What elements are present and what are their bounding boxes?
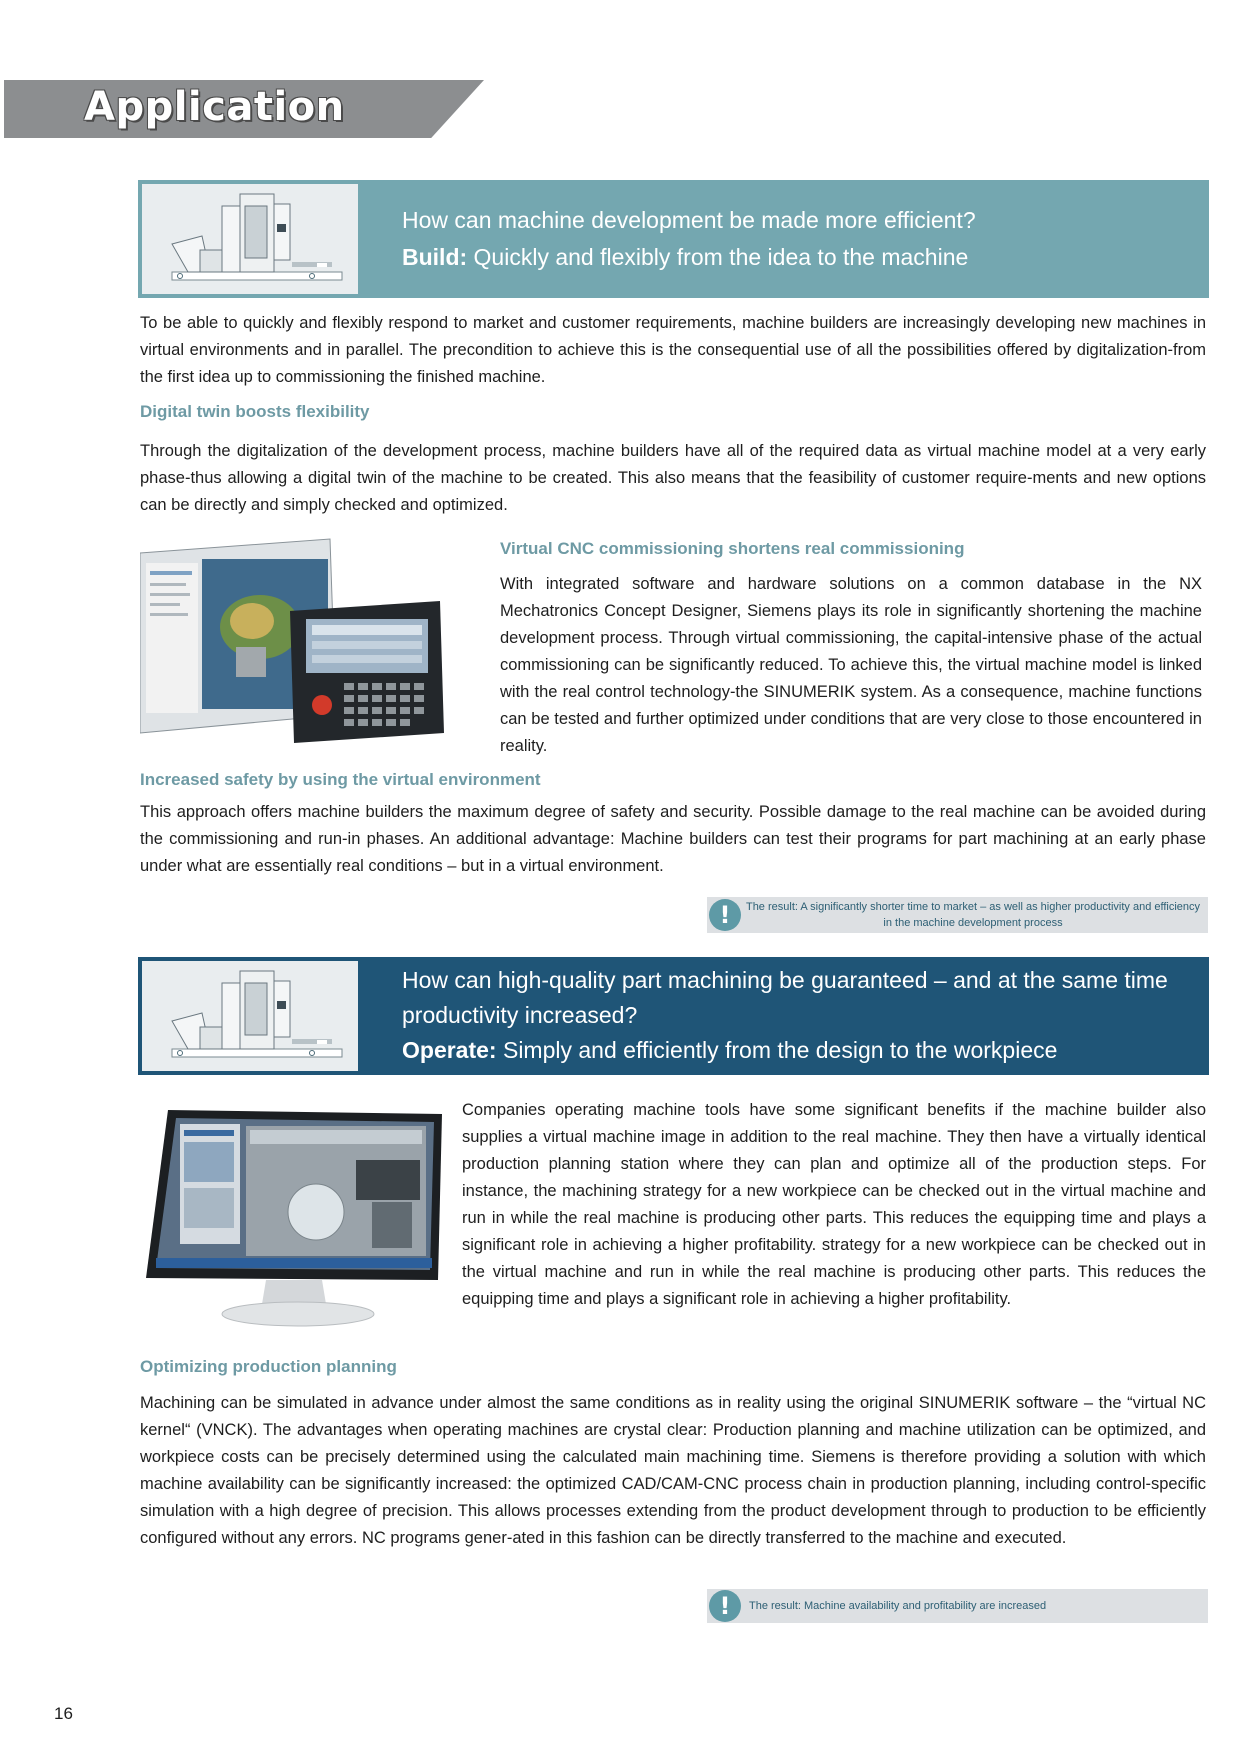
machine-tool-icon	[142, 961, 358, 1071]
subhead-planning: Optimizing production planning	[140, 1357, 397, 1376]
monitor-photo	[146, 1108, 446, 1332]
page-title: Application	[84, 84, 345, 130]
result-line-1: The result: A significantly shorter time to market – as well as higher productivity and efficiency	[745, 901, 1201, 913]
section-banner-operate	[138, 957, 1209, 1075]
cnc-control-photo	[140, 537, 478, 749]
result-box-2	[707, 1589, 1208, 1623]
section1-intro: To be able to quickly and flexibly respond to market and customer requirements, machine builders are increasingly developing new machines in virtual environments and in parallel. The precondition to achieve this is the consequential use of all the possibilities offered by digitalization-from the first idea up to commissioning the finished machine.	[140, 314, 1206, 386]
page-number: 16	[54, 1704, 73, 1723]
planning-text: Machining can be simulated in advance under almost the same conditions as in reality using the original SINUMERIK software – the “virtual NC kernel“ (VNCK). The advantages when operating machines are crystal clear: Production planning and machine utilization can be optimized, and workpiece costs can be precisely determined using the calculated main machining time. Siemens is therefore providing a solution with which machine availability can be significantly increased: the optimized CAD/CAM-CNC process chain in production planning, including control-specific simulation with a high degree of precision. This allows processes extending from the product development through to production to be efficiently configured without any errors. NC programs gener-ated in this fashion can be directly transferred to the machine and executed.	[140, 1394, 1206, 1547]
banner-question: How can high-quality part machining be guaranteed – and at the same time productivity increased?	[402, 967, 1168, 1028]
safety-text: This approach offers machine builders the maximum degree of safety and security. Possible damage to the real machine can be avoided during the commissioning and run-in phases. An additional advantage: Machine builders can test their programs for part machining at an early phase under what are essentially real conditions – but in a virtual environment.	[140, 803, 1206, 875]
subhead-safety: Increased safety by using the virtual environment	[140, 770, 541, 789]
section-banner-build	[138, 180, 1209, 298]
result-text-2: The result: Machine availability and profitability are increased	[749, 1600, 1047, 1612]
machine-illustration	[142, 961, 358, 1071]
banner-keyword: Build:	[402, 244, 468, 270]
banner-question: How can machine development be made more efficient?	[402, 207, 976, 233]
result-text-1	[741, 899, 1205, 931]
banner-answer-text: Simply and efficiently from the design to the workpiece	[502, 1037, 1058, 1063]
banner-keyword: Operate:	[402, 1037, 497, 1063]
section2-intro: Companies operating machine tools have some significant benefits if the machine builder also supplies a virtual machine image in addition to the real machine. They then have a virtually identical production planning station where they can plan and optimize all of the production steps. For instance, the machining strategy for a new workpiece can be checked out in the virtual machine and run in while the real machine is producing other parts. This reduces the equipping time and plays a significant role in achieving a higher profitability. strategy for a new workpiece can be checked out in the virtual machine and run in while the real machine is producing other parts. This reduces the equipping time and plays a significant role in achieving a higher profitability.	[462, 1101, 1206, 1308]
banner-heading	[402, 202, 976, 276]
banner-answer	[402, 1033, 1192, 1068]
subhead-virtual-cnc: Virtual CNC commissioning shortens real commissioning	[500, 539, 965, 558]
banner-answer	[402, 239, 976, 276]
banner-answer-text: Quickly and flexibly from the idea to the machine	[473, 244, 969, 270]
banner-heading	[402, 963, 1192, 1068]
exclamation-icon: !	[709, 899, 741, 931]
machine-illustration	[142, 184, 358, 294]
result-box-1	[707, 897, 1208, 933]
exclamation-icon: !	[709, 1590, 741, 1622]
result-line-2: in the machine development process	[883, 917, 1063, 929]
digital-twin-text: Through the digitalization of the development process, machine builders have all of the required data as virtual machine model at a very early phase-thus allowing a digital twin of the machine to be created. This also means that the feasibility of customer require-ments and new options can be directly and simply checked and optimized.	[140, 442, 1206, 514]
subhead-digital-twin: Digital twin boosts flexibility	[140, 402, 370, 421]
virtual-cnc-text: With integrated software and hardware solutions on a common database in the NX Mechatronics Concept Designer, Siemens plays its role in significantly shortening the machine development process. Through virtual commissioning, the capital-intensive phase of the actual commissioning can be significantly reduced. To achieve this, the virtual machine model is linked with the real control technology-the SINUMERIK system. As a consequence, machine functions can be tested and further optimized under conditions that are very close to those encountered in reality.	[500, 575, 1202, 755]
machine-tool-icon	[142, 184, 358, 294]
